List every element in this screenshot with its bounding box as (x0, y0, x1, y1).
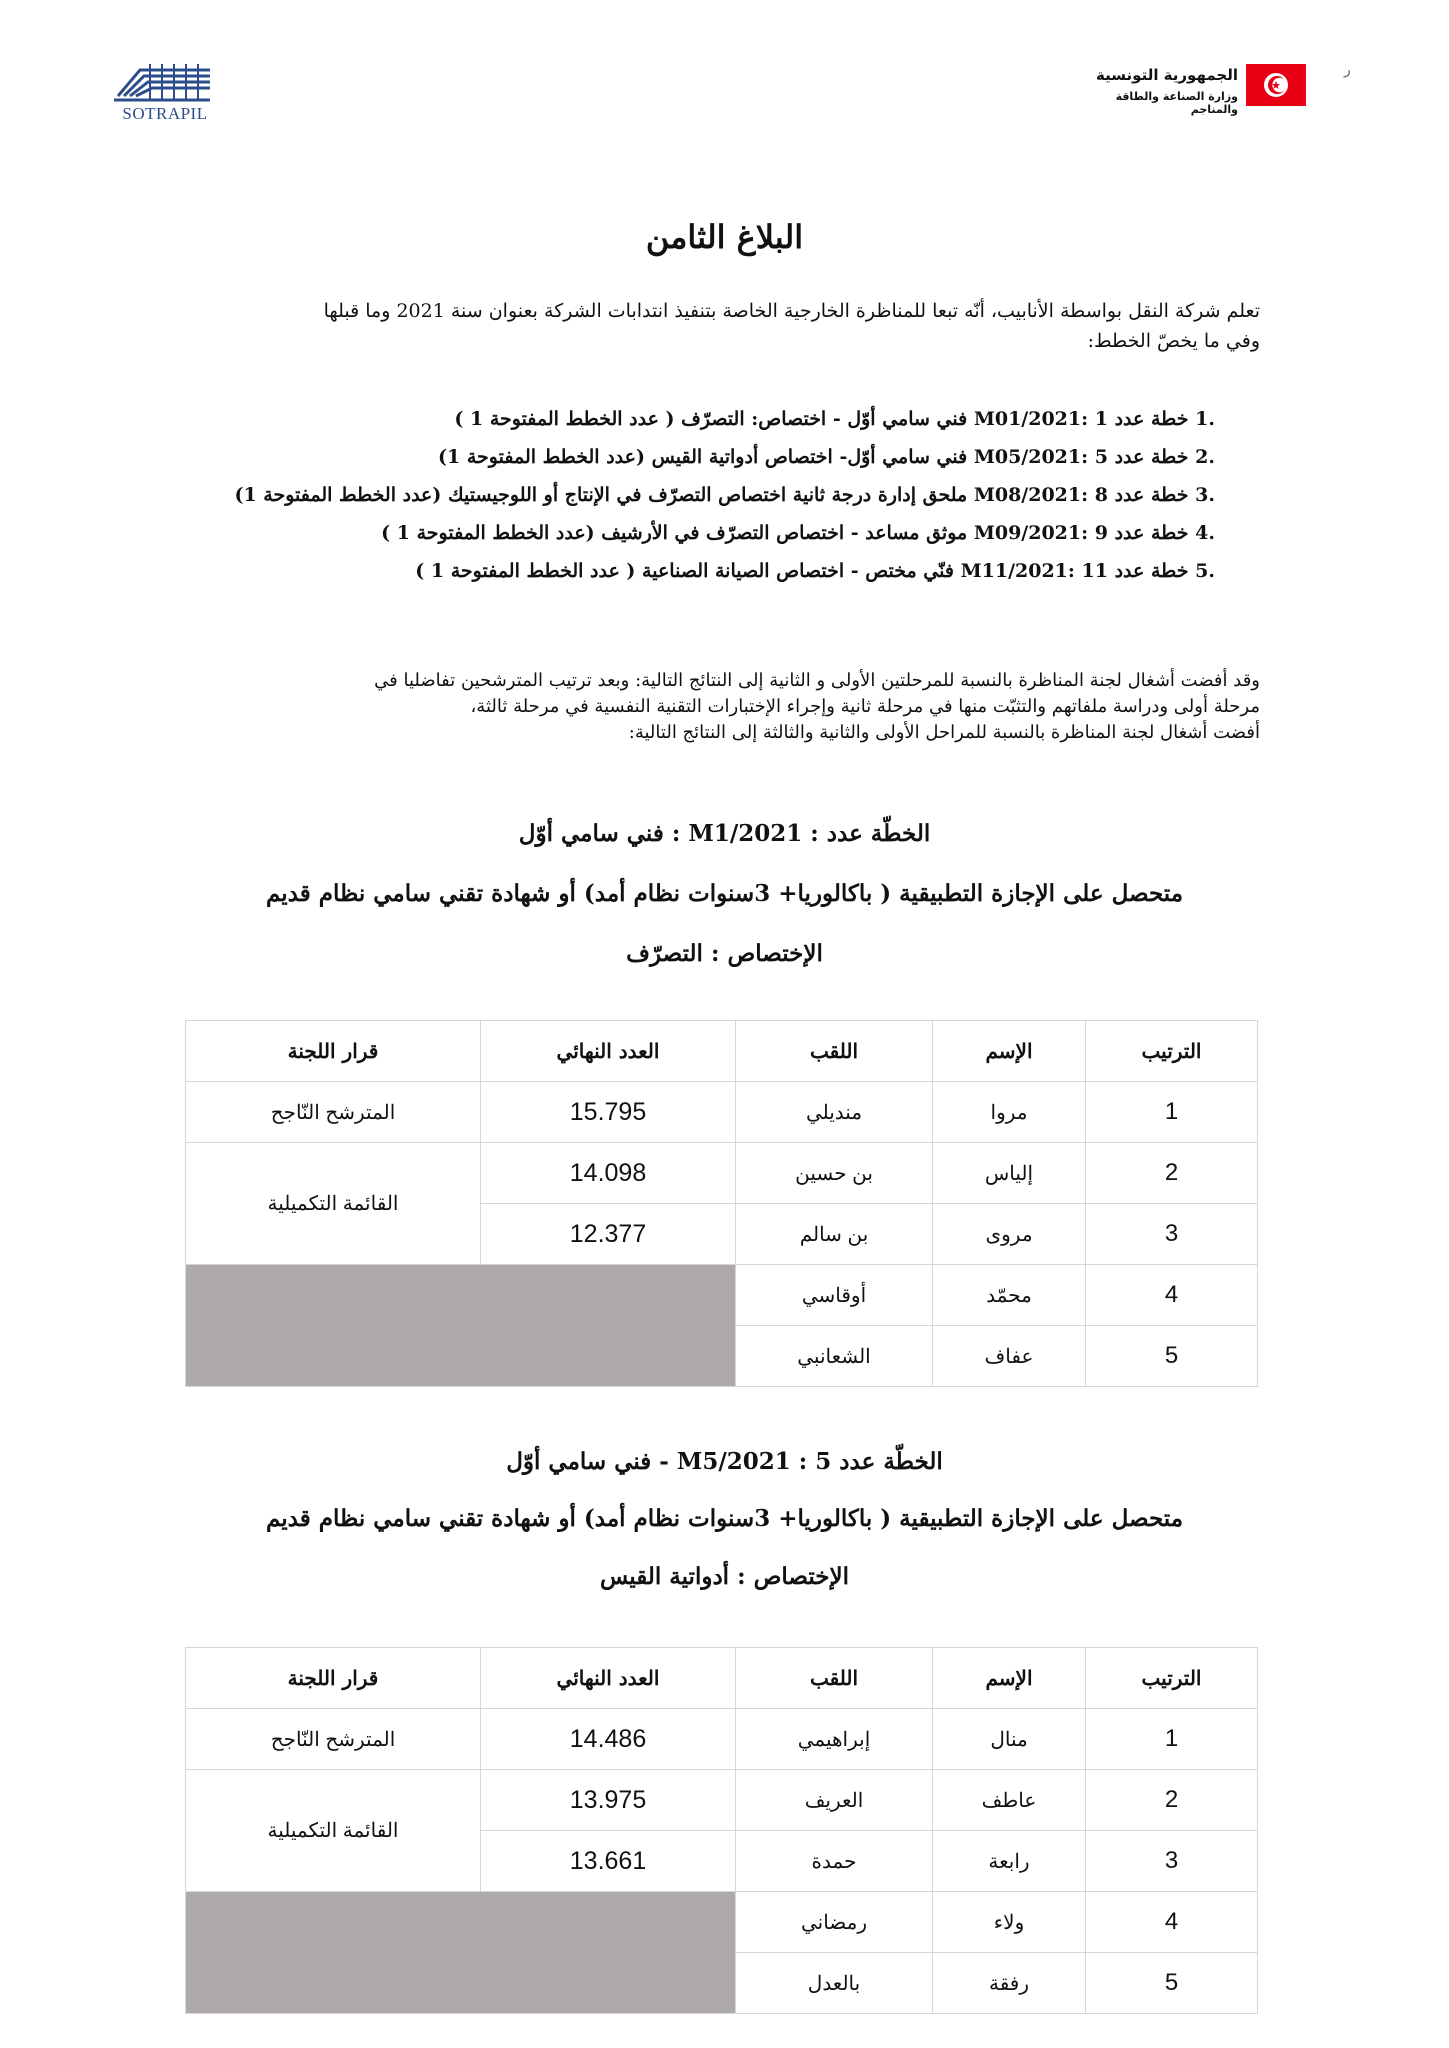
col-header-final-score: العدد النهائي (481, 1021, 736, 1082)
section2-plan-title: الخطّة عدد 5 : M5/2021 - فني سامي أوّل (506, 1448, 943, 1475)
col-header-rank: الترتيب (1086, 1648, 1258, 1709)
rank-cell: 4 (1086, 1892, 1258, 1953)
intro-line: تعلم شركة النقل بواسطة الأنابيب، أنّه تبعا للمناظرة الخارجية الخاصة بتنفيذ انتدابات الشركة بعنوان سنة 2021 وما قبلها (323, 300, 1260, 322)
last-name-cell: بن حسين (736, 1143, 933, 1204)
first-name-cell: رفقة (933, 1953, 1086, 2014)
col-header-decision: قرار اللجنة (186, 1648, 481, 1709)
score-cell: 14.486 (481, 1709, 736, 1770)
rank-cell: 2 (1086, 1143, 1258, 1204)
pipeline-logo-icon (110, 56, 220, 104)
rank-cell: 1 (1086, 1082, 1258, 1143)
decision-cell: القائمة التكميلية (186, 1770, 481, 1892)
sotrapil-logo (110, 56, 220, 126)
table-row (186, 1265, 1258, 1326)
list-item: .2 خطة عدد 5 :M05/2021 فني سامي أوّل- اختصاص أدواتية القيس (عدد الخطط المفتوحة 1) (438, 446, 1215, 468)
table-row (186, 1709, 1258, 1770)
score-cell: 13.975 (481, 1770, 736, 1831)
list-item: .5 خطة عدد 11 :M11/2021 فنّي مختص - اختصاص الصيانة الصناعية ( عدد الخطط المفتوحة 1 ) (415, 560, 1215, 582)
results-line: مرحلة أولى ودراسة ملفاتهم والتثبّت منها في مرحلة ثانية وإجراء الإختبارات التقنية النفسية في مرحلة ثالثة، (470, 696, 1260, 717)
rank-cell: 3 (1086, 1204, 1258, 1265)
rank-cell: 2 (1086, 1770, 1258, 1831)
rank-cell: 5 (1086, 1953, 1258, 2014)
republic-name: الجمهورية التونسية (1096, 66, 1238, 84)
rank-cell: 4 (1086, 1265, 1258, 1326)
last-name-cell: منديلي (736, 1082, 933, 1143)
score-cell: 12.377 (481, 1204, 736, 1265)
intro-line: وفي ما يخصّ الخطط: (1087, 330, 1260, 352)
table-row (186, 1892, 1258, 1953)
last-name-cell: العريف (736, 1770, 933, 1831)
col-header-last-name: اللقب (736, 1021, 933, 1082)
table-row (186, 1082, 1258, 1143)
col-header-final-score: العدد النهائي (481, 1648, 736, 1709)
government-header (1070, 66, 1238, 116)
score-cell: 14.098 (481, 1143, 736, 1204)
greyed-cell (186, 1265, 736, 1387)
col-header-last-name: اللقب (736, 1648, 933, 1709)
list-item: .3 خطة عدد 8 :M08/2021 ملحق إدارة درجة ثانية اختصاص التصرّف في الإنتاج أو اللوجيستيك (عدد الخطط المفتوحة 1) (234, 484, 1215, 506)
first-name-cell: إلياس (933, 1143, 1086, 1204)
last-name-cell: أوقاسي (736, 1265, 933, 1326)
tunisia-flag-icon (1246, 64, 1306, 106)
results-table-1 (185, 1020, 1258, 1387)
ministry-name: وزارة الصناعة والطاقة والمناجم (1115, 90, 1238, 116)
section1-qualification: متحصل على الإجازة التطبيقية ( باكالوريا+ 3سنوات نظام أمد) أو شهادة تقني سامي نظام قديم (265, 880, 1184, 907)
first-name-cell: مروى (933, 1204, 1086, 1265)
table-row (186, 1770, 1258, 1831)
section2-specialty: الإختصاص : أدواتية القيس (599, 1563, 850, 1590)
first-name-cell: عفاف (933, 1326, 1086, 1387)
results-line: أفضت أشغال لجنة المناظرة بالنسبة للمراحل الأولى والثانية والثالثة إلى النتائج التالية: (628, 722, 1260, 743)
last-name-cell: بالعدل (736, 1953, 933, 2014)
col-header-rank: الترتيب (1086, 1021, 1258, 1082)
table-header-row (186, 1648, 1258, 1709)
col-header-first-name: الإسم (933, 1648, 1086, 1709)
plans-list (205, 400, 1215, 590)
list-item: .4 خطة عدد 9 :M09/2021 موثق مساعد - اختصاص التصرّف في الأرشيف (عدد الخطط المفتوحة 1 ) (381, 522, 1215, 544)
decision-cell: القائمة التكميلية (186, 1143, 481, 1265)
logo-text: SOTRAPIL (122, 104, 208, 123)
rank-cell: 1 (1086, 1709, 1258, 1770)
section2-qualification: متحصل على الإجازة التطبيقية ( باكالوريا+ 3سنوات نظام أمد) أو شهادة تقني سامي نظام قديم (265, 1505, 1184, 1532)
rank-cell: 5 (1086, 1326, 1258, 1387)
col-header-first-name: الإسم (933, 1021, 1086, 1082)
first-name-cell: مروا (933, 1082, 1086, 1143)
decision-cell: المترشح النّاجح (186, 1082, 481, 1143)
greyed-cell (186, 1892, 736, 2014)
decision-cell: المترشح النّاجح (186, 1709, 481, 1770)
results-line: وقد أفضت أشغال لجنة المناظرة بالنسبة للمرحلتين الأولى و الثانية إلى النتائج التالية: وبعد ترتيب المترشحين تفاضليا في (374, 670, 1260, 691)
score-cell: 15.795 (481, 1082, 736, 1143)
first-name-cell: رابعة (933, 1831, 1086, 1892)
results-paragraph (205, 668, 1260, 746)
first-name-cell: ولاء (933, 1892, 1086, 1953)
page-title: البلاغ الثامن (645, 218, 804, 256)
last-name-cell: حمدة (736, 1831, 933, 1892)
first-name-cell: منال (933, 1709, 1086, 1770)
rank-cell: 3 (1086, 1831, 1258, 1892)
col-header-decision: قرار اللجنة (186, 1021, 481, 1082)
first-name-cell: عاطف (933, 1770, 1086, 1831)
list-item: .1 خطة عدد 1 :M01/2021 فني سامي أوّل - اختصاص: التصرّف ( عدد الخطط المفتوحة 1 ) (454, 408, 1215, 430)
last-name-cell: الشعانبي (736, 1326, 933, 1387)
section1-plan-title: الخطّة عدد : M1/2021 : فني سامي أوّل (518, 820, 931, 847)
last-name-cell: رمضاني (736, 1892, 933, 1953)
table-row (186, 1143, 1258, 1204)
score-cell: 13.661 (481, 1831, 736, 1892)
section1-specialty: الإختصاص : التصرّف (626, 940, 823, 967)
table-header-row (186, 1021, 1258, 1082)
intro-paragraph (205, 296, 1260, 356)
corner-mark: ر (1344, 62, 1351, 78)
results-table-2 (185, 1647, 1258, 2014)
first-name-cell: محمّد (933, 1265, 1086, 1326)
last-name-cell: إبراهيمي (736, 1709, 933, 1770)
last-name-cell: بن سالم (736, 1204, 933, 1265)
